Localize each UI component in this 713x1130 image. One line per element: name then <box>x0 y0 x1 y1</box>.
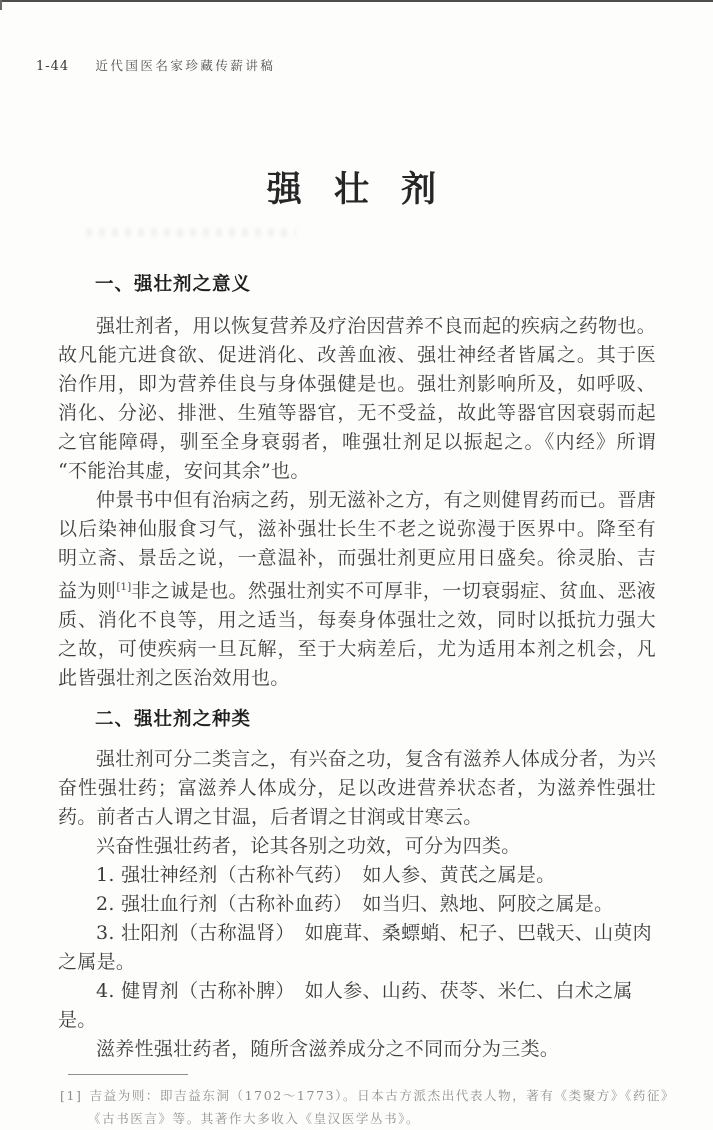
page-content <box>58 273 656 1064</box>
paragraph-nutritive-intro: 滋养性强壮药者，随所含滋养成分之不同而分为三类。 <box>96 1038 560 1060</box>
paragraph-meaning-1: 强壮剂者，用以恢复营养及疗治因营养不良而起的疾病之药物也。故凡能亢进食欲、促进消化、改善血液、强壮神经者皆属之。其于医治作用，即为营养佳良与身体强健是也。强壮剂影响所及，如呼吸、消化、分泌、排泄、生殖等器官，无不受益，故此等器官因衰弱而起之官能障碍，驯至全身衰弱者，唯强壮剂足以振起之。《内经》所谓“不能治其虚，安问其余”也。 <box>58 315 656 482</box>
section-heading-meaning: 一、强壮剂之意义 <box>95 274 252 295</box>
book-title: 近代国医名家珍藏传薪讲稿 <box>95 58 276 73</box>
footnote-area <box>60 1074 676 1130</box>
scan-corner-artifact <box>0 0 2 10</box>
section-heading-types: 二、强壮剂之种类 <box>95 709 252 730</box>
paragraph-text: 非之诚是也。然强壮剂实不可厚非，一切衰弱症、贫血、恶液质、消化不良等，用之适当，每奏身体强壮之效，同时以抵抗力强大之故，可使疾病一旦瓦解，至于大病差后，尤为适用本剂之机会，凡此皆强壮剂之医治效用也。 <box>58 580 656 689</box>
list-item-3: 3. 壮阳剂（古称温肾） 如鹿茸、桑螵蛸、杞子、巴戟天、山萸肉之属是。 <box>58 922 652 973</box>
footnote-separator <box>68 1074 188 1075</box>
scan-edge-artifact <box>0 0 713 2</box>
footnote-text: 吉益为则：即吉益东洞（1702～1773）。日本古方派杰出代表人物，著有《类聚方》《药征》《古书医言》等。其著作大多收入《皇汉医学丛书》。 <box>88 1088 676 1126</box>
paragraph-text: 仲景书中但有治病之药，别无滋补之方，有之则健胃药而已。晋唐以后染神仙服食习气，滋补强壮长生不老之说弥漫于医界中。降至有明立斋、景岳之说，一意温补，而强壮剂更应用日盛矣。徐灵胎、吉益为则 <box>58 489 656 602</box>
list-item-4: 4. 健胃剂（古称补脾） 如人参、山药、茯苓、米仁、白术之属是。 <box>58 980 633 1031</box>
footnote-marker: [1] <box>60 1088 83 1103</box>
paragraph-types-intro: 强壮剂可分二类言之，有兴奋之功，复含有滋养人体成分者，为兴奋性强壮药；富滋养人体成分，足以改进营养状态者，为滋养性强壮药。前者古人谓之甘温，后者谓之甘润或甘寒云。 <box>58 748 656 828</box>
running-header <box>36 0 713 73</box>
faded-print-artifact <box>86 228 296 237</box>
page-number: 1-44 <box>36 59 70 74</box>
list-item-2: 2. 强壮血行剂（古称补血药） 如当归、熟地、阿胶之属是。 <box>96 893 614 915</box>
footnote-reference: [1] <box>116 581 132 593</box>
paragraph-meaning-2 <box>58 486 656 693</box>
paragraph-excitatory-intro: 兴奋性强壮药者，论其各别之功效，可分为四类。 <box>96 835 521 857</box>
chapter-title: 强 壮 剂 <box>266 169 447 210</box>
list-item-1: 1. 强壮神经剂（古称补气药） 如人参、黄芪之属是。 <box>96 864 556 886</box>
footnote <box>60 1084 676 1130</box>
